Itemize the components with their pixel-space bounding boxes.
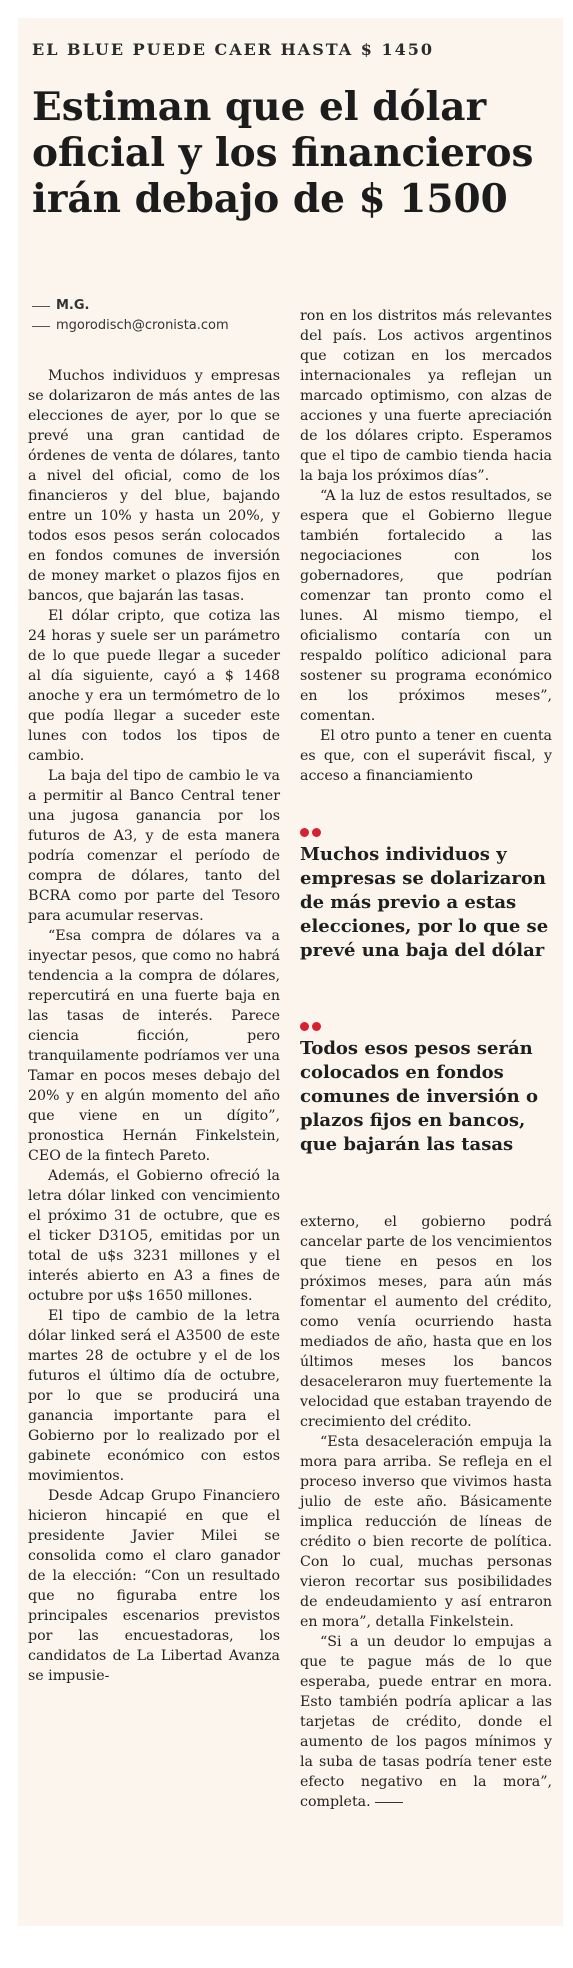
byline-dash (32, 326, 50, 327)
paragraph: “A la luz de estos resultados, se espera que el Gobierno llegue también fortalecido a las negociaciones con los gobernadores, que podrían comenzar tan pronto como el lunes. Al mismo tiempo, el oficialismo contaría con un respaldo político adicional para sostener su programa económico en los próximos meses”, comentan. (300, 488, 552, 724)
paragraph: externo, el gobierno podrá cancelar parte de los vencimientos que tiene en pesos en los próximos meses, para aún más fomentar el aumento del crédito, como venía ocurriendo hasta mediados de año, hasta que en los últimos meses los bancos desaceleraron muy fuertemente la velocidad que estaban trayendo de crecimiento del crédito. (300, 1214, 552, 1430)
paragraph: ron en los distritos más relevantes del país. Los activos argentinos que cotizan en los mercados internacionales ya reflejan un marcado optimismo, con alzas de acciones y una fuerte apreciación de los dólares cripto. Esperamos que el tipo de cambio tienda hacia la baja los próximos días”. (300, 308, 552, 484)
left-column (28, 366, 280, 1686)
paragraph: Muchos individuos y empresas se dolarizaron de más antes de las elecciones de ayer, por lo que se prevé una gran cantidad de órdenes de venta de dólares, tanto a nivel del oficial, como de los financieros y del blue, bajando entre un 10% y hasta un 20%, y todos esos pesos serán colocados en fondos comunes de inversión de money market o plazos fijos en bancos, que bajarán las tasas. (28, 368, 280, 604)
headline: Estiman que el dólar oficial y los financieros irán debajo de $ 1500 (32, 84, 534, 222)
byline-dash (32, 306, 50, 307)
paragraph: Desde Adcap Grupo Financiero hicieron hincapié en que el presidente Javier Milei se consolida como el claro ganador de la elección: “Con un resultado que no figuraba entre los principales escenarios previstos por las encuestadoras, los candidatos de La Libertad Avanza se impusie- (28, 1488, 280, 1684)
red-dots-icon (300, 828, 552, 837)
byline-email[interactable]: mgorodisch@cronista.com (56, 318, 229, 333)
newspaper-clipping (18, 18, 563, 1926)
kicker: EL BLUE PUEDE CAER HASTA $ 1450 (32, 40, 434, 59)
pull-quote (300, 828, 552, 963)
paragraph: La baja del tipo de cambio le va a permitir al Banco Central tener una jugosa ganancia por los futuros de A3, y de esta manera podría comenzar el período de compra de dólares, tanto del BCRA como por parte del Tesoro para acumular reservas. (28, 768, 280, 924)
paragraph: “Esa compra de dólares va a inyectar pesos, que como no habrá tendencia a la compra de dólares, repercutirá en una fuerte baja en las tasas de interés. Parece ciencia ficción, pero tranquilamente podríamos ver una Tamar en pocos meses debajo del 20% y en algún momento del año que viene en un dígito”, pronostica Hernán Finkelstein, CEO de la fintech Pareto. (28, 928, 280, 1164)
end-rule (375, 1802, 403, 1803)
paragraph: “Si a un deudor lo empujas a que te pague más de lo que esperaba, puede entrar en mora. Esto también podría aplicar a las tarjetas de crédito, donde el aumento de los pagos mínimos y la suba de tasas podría tener este efecto negativo en la mora”, completa. (300, 1634, 552, 1810)
paragraph: Además, el Gobierno ofreció la letra dólar linked con vencimiento el próximo 31 de octubre, que es el ticker D31O5, emitidas por un total de u$s 3231 millones y el interés abierto en A3 a fines de octubre por u$s 1650 millones. (28, 1168, 280, 1304)
pull-quote-text: Todos esos pesos serán colocados en fondos comunes de inversión o plazos fijos en bancos, que bajarán las tasas (300, 1038, 538, 1155)
byline-author: M.G. (56, 298, 90, 313)
paragraph: “Esta desaceleración empuja la mora para arriba. Se refleja en el proceso inverso que vivimos hasta julio de este año. Básicamente implica reducción de líneas de crédito o bien recorte de política. Con lo cual, muchas personas vieron recortar sus posibilidades de endeudamiento y así entraron en mora”, detalla Finkelstein. (300, 1434, 552, 1630)
paragraph: El otro punto a tener en cuenta es que, con el superávit fiscal, y acceso a financiamiento (300, 728, 552, 784)
paragraph: El dólar cripto, que cotiza las 24 horas y suele ser un parámetro de lo que puede llegar a suceder al día siguiente, cayó a $ 1468 anoche y era un termómetro de lo que podía llegar a suceder este lunes con todos los tipos de cambio. (28, 608, 280, 764)
paragraph: El tipo de cambio de la letra dólar linked será el A3500 de este martes 28 de octubre y el de los futuros el último día de octubre, por lo que se producirá una ganancia importante para el Gobierno por lo realizado por el gabinete económico con estos movimientos. (28, 1308, 280, 1484)
byline (32, 296, 282, 336)
pull-quote-text: Muchos individuos y empresas se dolarizaron de más previo a estas elecciones, por lo que se prevé una baja del dólar (300, 844, 549, 961)
right-column-bottom (300, 1212, 552, 1812)
red-dots-icon (300, 1022, 552, 1031)
pull-quote (300, 1022, 552, 1157)
right-column-top (300, 306, 552, 786)
